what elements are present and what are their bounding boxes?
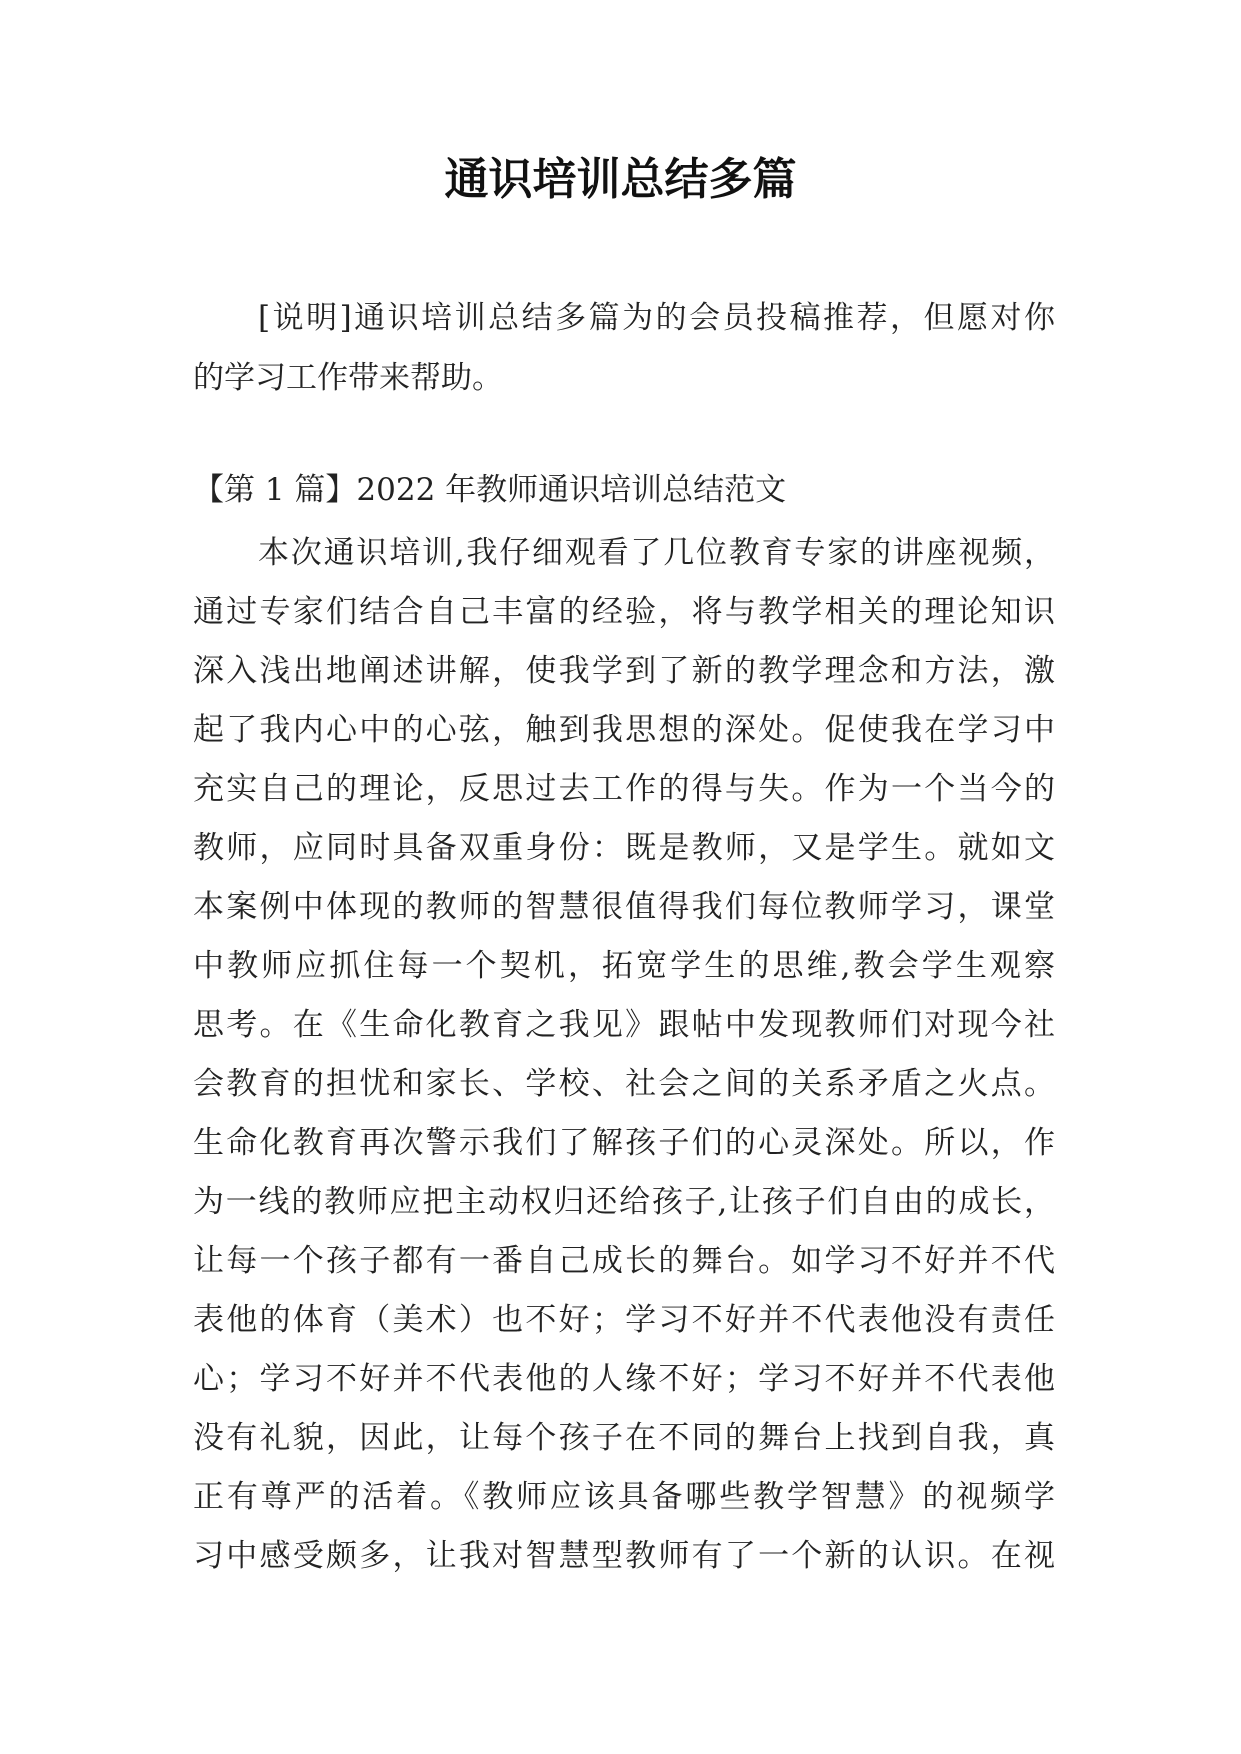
body-line: 正有尊严的活着。《教师应该具备哪些教学智慧》的视频学 bbox=[193, 1479, 1055, 1515]
body-line: 中教师应抓住每一个契机，拓宽学生的思维,教会学生观察 bbox=[193, 948, 1055, 984]
body-line: 会教育的担忧和家长、学校、社会之间的关系矛盾之火点。 bbox=[193, 1066, 1055, 1102]
body-line: 没有礼貌，因此，让每个孩子在不同的舞台上找到自我，真 bbox=[193, 1420, 1055, 1456]
body-line: 教师，应同时具备双重身份：既是教师，又是学生。就如文 bbox=[193, 830, 1055, 866]
intro-line: 的学习工作带来帮助。 bbox=[193, 360, 503, 396]
body-line: 本次通识培训,我仔细观看了几位教育专家的讲座视频， bbox=[258, 535, 1055, 571]
body-line: 深入浅出地阐述讲解，使我学到了新的教学理念和方法，激 bbox=[193, 653, 1055, 689]
section-heading: 【第 1 篇】2022 年教师通识培训总结范文 bbox=[193, 472, 787, 508]
body-line: 起了我内心中的心弦，触到我思想的深处。促使我在学习中 bbox=[193, 712, 1055, 748]
body-line: 通过专家们结合自己丰富的经验，将与教学相关的理论知识 bbox=[193, 594, 1055, 630]
intro-line: [说明]通识培训总结多篇为的会员投稿推荐，但愿对你 bbox=[258, 300, 1055, 336]
body-line: 思考。在《生命化教育之我见》跟帖中发现教师们对现今社 bbox=[193, 1007, 1055, 1043]
body-paragraph bbox=[193, 524, 1055, 1586]
body-line: 充实自己的理论，反思过去工作的得与失。作为一个当今的 bbox=[193, 771, 1055, 807]
section-heading-block bbox=[193, 461, 1055, 520]
body-line: 习中感受颇多，让我对智慧型教师有了一个新的认识。在视 bbox=[193, 1538, 1055, 1574]
body-line: 本案例中体现的教师的智慧很值得我们每位教师学习，课堂 bbox=[193, 889, 1055, 925]
document-title: 通识培训总结多篇 bbox=[444, 154, 797, 205]
body-line: 心；学习不好并不代表他的人缘不好；学习不好并不代表他 bbox=[193, 1361, 1055, 1397]
body-line: 生命化教育再次警示我们了解孩子们的心灵深处。所以，作 bbox=[193, 1125, 1055, 1161]
body-line: 为一线的教师应把主动权归还给孩子,让孩子们自由的成长， bbox=[193, 1184, 1055, 1220]
body-line: 让每一个孩子都有一番自己成长的舞台。如学习不好并不代 bbox=[193, 1243, 1055, 1279]
intro-note bbox=[193, 288, 1055, 408]
body-line: 表他的体育（美术）也不好；学习不好并不代表他没有责任 bbox=[193, 1302, 1055, 1338]
